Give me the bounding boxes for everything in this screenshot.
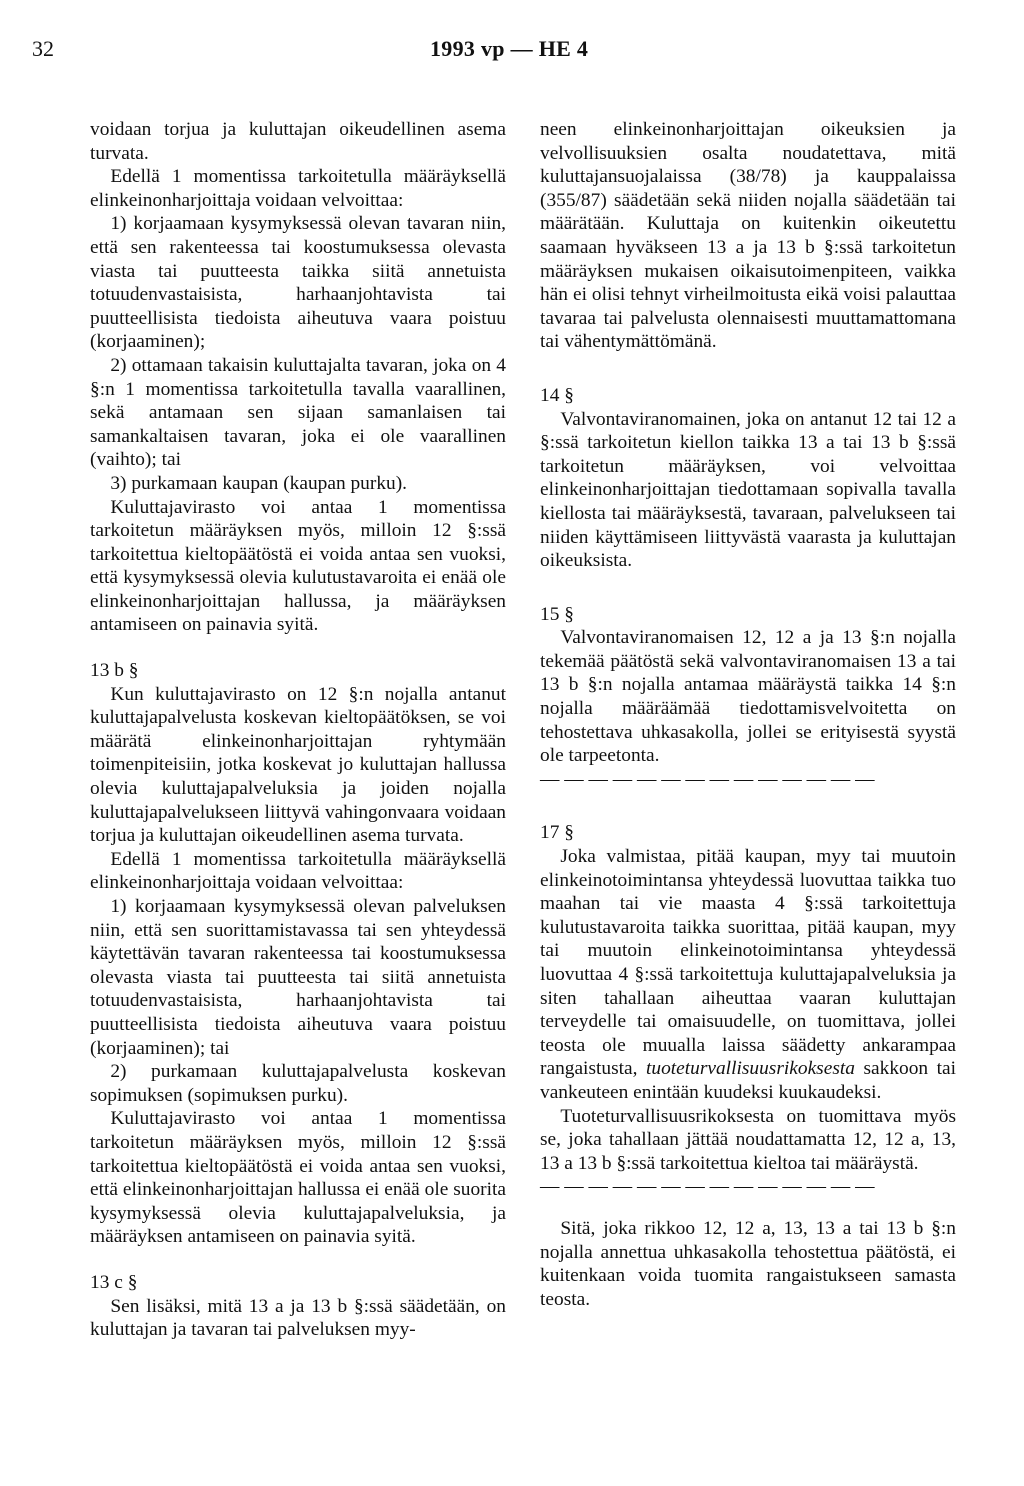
omission-dashes: — — — — — — — — — — — — — —	[540, 1176, 875, 1198]
offence-name: tuoteturvallisuusrikoksesta	[645, 1058, 855, 1080]
paragraph: 3) purkamaan kaupan (kaupan purku).	[110, 472, 408, 494]
paragraph: Edellä 1 momentissa tarkoitetulla määräyksellä elinkeinonharjoittaja voidaan velvoittaa:	[90, 848, 506, 894]
omission-dashes: — — — — — — — — — — — — — —	[540, 768, 875, 790]
section-heading-13b: 13 b §	[90, 660, 139, 682]
paragraph: Sen lisäksi, mitä 13 a ja 13 b §:ssä säädetään, on kuluttajan ja tavaran tai palveluksen myy-	[90, 1295, 506, 1341]
section-heading-14: 14 §	[540, 384, 574, 406]
paragraph: Kuluttajavirasto voi antaa 1 momentissa tarkoitetun määräyksen myös, milloin 12 §:ssä tarkoitettua kieltopäätöstä ei voida antaa sen vuoksi, että elinkeinonharjoittajan hallussa ei enää ole suorita kysymyksessä olevia kuluttajapalveluksia, ja määräyksen antamiseen on painavia syitä.	[90, 1108, 506, 1248]
running-head: 1993 vp — HE 4	[430, 36, 589, 61]
page-number: 32	[32, 36, 54, 61]
paragraph: 1) korjaamaan kysymyksessä olevan tavaran niin, että sen rakenteessa tai koostumuksessa olevasta viasta tai puutteesta taikka siitä annetuista totuudenvastaisista, harhaanjohtavista tai puutteellisista tiedoista aiheutuva vaara poistuu (korjaaminen);	[90, 213, 506, 353]
paragraph: Kun kuluttajavirasto on 12 §:n nojalla antanut kuluttajapalvelusta koskevan kieltopäätöksen, se voi määrätä elinkeinonharjoittajan ryhtymään toimenpiteisiin, jotka koskevat jo kuluttajan hallussa olevia kuluttajapalveluksia ja joiden nojalla kuluttajapalvelukseen liittyvä vahingonvaara voidaan torjua ja kuluttajan oikeudellinen asema turvata.	[90, 683, 506, 847]
paragraph: neen elinkeinonharjoittajan oikeuksien ja velvollisuuksien osalta noudatettava, mitä kuluttajansuojalaissa (38/78) ja kauppalaissa (355/87) säädetään sekä niiden nojalla säädetään tai määrätään. Kuluttaja on kuitenkin oikeutettu saamaan hyväkseen 13 a ja 13 b §:ssä tarkoitetun määräyksen mukaisen oikaisutoimenpiteen, vaikka hän ei olisi tehnyt virheilmoitusta eikä voisi palauttaa tavaraa tai palvelusta olennaisesti muuttamattomana tai vähentymättömänä.	[540, 119, 956, 353]
paragraph: 1) korjaamaan kysymyksessä olevan palveluksen niin, että sen suorittamistavassa tai sen yhteydessä käytettävän tavaran rakenteessa tai koostumuksessa olevasta viasta tai puutteesta tai siitä annetuista totuudenvastaisista, harhaanjohtavista tai puutteellisista tiedoista aiheutuva vaara poistuu (korjaaminen); tai	[90, 896, 506, 1059]
section-heading-17: 17 §	[540, 822, 574, 844]
paragraph: Tuoteturvallisuusrikoksesta on tuomittava myös se, joka tahallaan jättää noudattamatta 12, 12 a, 13, 13 a 13 b §:ssä tarkoitettua kieltoa tai määräystä.	[540, 1105, 956, 1174]
left-column	[90, 118, 506, 1342]
paragraph	[540, 845, 956, 1105]
paragraph-text: Joka valmistaa, pitää kaupan, myy tai muutoin elinkeinotoimintansa yhteydessä luovuttaa taikka tuo maahan tai vie maasta 4 §:ssä tarkoitettuja kulutustavaroita taikka suorittaa, pitää kaupan, myy tai muutoin elinkeinotoimintansa yhteydessä luovuttaa 4 §:ssä tarkoitettuja kuluttajapalveluksia ja siten tahallaan aiheuttaa vaaran kuluttajan terveydelle tai omaisuudelle, on tuomittava, jollei teosta ole muualla laissa säädetty ankarampaa rangaistusta,	[540, 846, 956, 1080]
paragraph: Edellä 1 momentissa tarkoitetulla määräyksellä elinkeinonharjoittaja voidaan velvoittaa:	[90, 166, 506, 211]
paragraph-text: sakkoon tai vankeuteen enintään kuudeksi kuukaudeksi.	[540, 1058, 956, 1103]
paragraph: Valvontaviranomainen, joka on antanut 12 tai 12 a §:ssä tarkoitetun kiellon taikka 13 a tai 13 b §:ssä tarkoitetun määräyksen, voi velvoittaa elinkeinonharjoittajan tiedottamaan sopivalla tavalla kiellosta tai määräyksestä, tavaraan, palvelukseen tai niiden käyttämiseen liittyvästä vaarasta ja kuluttajan oikeuksista.	[540, 408, 956, 572]
paragraph: 2) ottamaan takaisin kuluttajalta tavaran, joka on 4 §:n 1 momentissa tarkoitetulla tavalla vaarallinen, sekä antamaan sen sijaan samanlaisen tai samankaltaisen tavaran, joka ei ole vaarallinen (vaihto); tai	[90, 354, 506, 471]
paragraph: Valvontaviranomaisen 12, 12 a ja 13 §:n nojalla tekemää päätöstä sekä valvontaviranomaisen 13 a tai 13 b §:n nojalla antamaa määräystä taikka 14 §:n nojalla määräämää tiedottamisvelvoitetta on tehostettava uhkasakolla, jollei se erityisestä syystä ole tarpeetonta.	[540, 627, 956, 767]
section-heading-13c: 13 c §	[90, 1271, 138, 1293]
paragraph: Sitä, joka rikkoo 12, 12 a, 13, 13 a tai 13 b §:n nojalla annettua uhkasakolla tehostettua päätöstä, ei kuitenkaan voida tuomita rangaistukseen samasta teosta.	[540, 1217, 956, 1310]
paragraph: 2) purkamaan kuluttajapalvelusta koskevan sopimuksen (sopimuksen purku).	[90, 1061, 506, 1106]
page-header	[0, 36, 1024, 76]
paragraph: Kuluttajavirasto voi antaa 1 momentissa tarkoitetun määräyksen myös, milloin 12 §:ssä tarkoitettua kieltopäätöstä ei voida antaa sen vuoksi, että kysymyksessä olevia kulutustavaroita ei enää ole elinkeinonharjoittajan hallussa, ja määräyksen antamiseen on painavia syitä.	[90, 496, 506, 636]
paragraph: voidaan torjua ja kuluttajan oikeudellinen asema turvata.	[90, 119, 506, 164]
right-column	[540, 118, 956, 1311]
section-heading-15: 15 §	[540, 603, 574, 625]
